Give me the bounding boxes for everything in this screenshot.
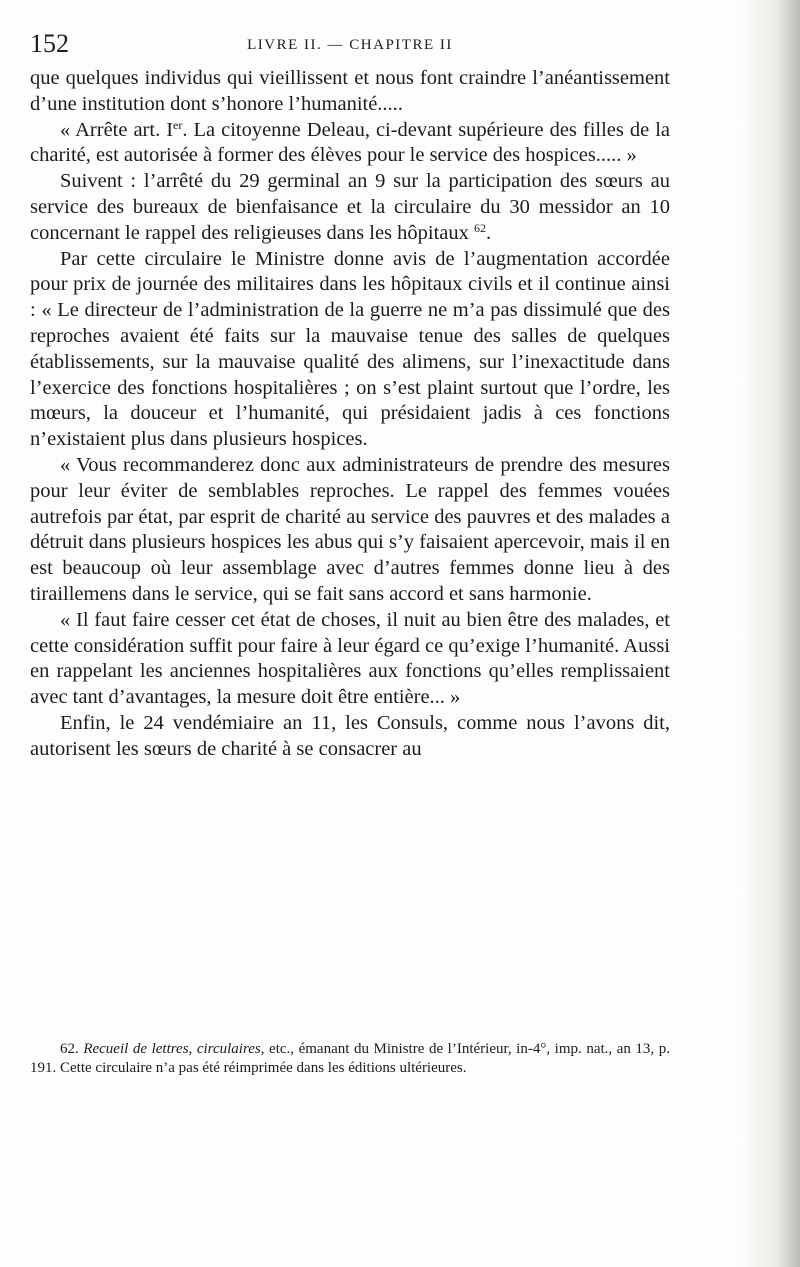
paragraph	[30, 118, 670, 170]
page-number: 152	[30, 29, 69, 58]
footnote-reference: 62	[474, 220, 487, 235]
paragraph-text: Par cette circulaire le Ministre donne avis de l’augmentation accordée pour prix de journée des militaires dans les hôpitaux civils et il continue ainsi : « Le directeur de l’administration de la guerre ne m’a pas dissimulé que des reproches avaient été faits sur la mauvaise tenue des salles de quelques établissements, sur la mauvaise qualité des alimens, sur l’inexactitude dans l’exercice des fonctions hospitalières ; on s’est plaint surtout que l’ordre, les mœurs, la douceur et l’humanité, qui présidaient jadis à ces fonctions n’existaient plus dans plusieurs hospices.	[30, 247, 670, 451]
footnote-62	[30, 1040, 670, 1078]
paragraph-text: Suivent : l’arrêté du 29 germinal an 9 sur la participation des sœurs au service des bureaux de bienfaisance et la circulaire du 30 messidor an 10 concernant le rappel des religieuses dans les hôpitaux	[30, 170, 670, 244]
paragraph	[30, 66, 670, 118]
paragraph-text: « Vous recommanderez donc aux administrateurs de prendre des mesures pour leur éviter de semblables reproches. Le rappel des femmes vouées autrefois par état, par esprit de charité au service des pauvres et des malades a détruit dans plusieurs hospices les abus qui s’y faisaient apercevoir, mais il en est beaucoup où leur assemblage avec d’autres femmes donne lieu à des tiraillemens dans le service, qui se fait sans accord et sans harmonie.	[30, 453, 670, 605]
footnote-title: Recueil de lettres, circulaires,	[83, 1041, 265, 1057]
running-title: LIVRE II. — CHAPITRE II	[247, 37, 453, 53]
footnote-number: 62.	[60, 1041, 84, 1057]
paragraph-text: Enfin, le 24 vendémiaire an 11, les Consuls, comme nous l’avons dit, autorisent les sœurs de charité à se consacrer au	[30, 711, 670, 760]
paragraph-text: que quelques individus qui vieillissent et nous font craindre l’anéantissement d’une institution dont s’honore l’humanité.....	[30, 67, 670, 115]
paragraph-text: « Arrête art. I	[60, 118, 174, 141]
paragraph-text: .	[486, 221, 492, 244]
running-head	[30, 26, 670, 62]
paragraph-text: . La citoyenne Deleau, ci-devant supérieure des filles de la charité, est autorisée à former des élèves pour le service des hospices..... »	[30, 118, 671, 167]
page-edge-shadow	[740, 0, 800, 1267]
superscript: er	[173, 117, 183, 132]
paragraph	[30, 608, 670, 711]
paragraph	[30, 453, 670, 608]
footnotes	[30, 1040, 670, 1078]
paragraph-text: « Il faut faire cesser cet état de choses, il nuit au bien être des malades, et cette considération suffit pour faire à leur égard ce qu’exige l’humanité. Aussi en rappelant les anciennes hospitalières aux fonctions qu’elles remplissaient avec tant d’avantages, la mesure doit être entière... »	[30, 608, 670, 709]
footnote-text: etc., émanant du Ministre de l’Intérieur, in-4°, imp. nat., an 13, p. 191. Cette circulaire n’a pas été réimprimée dans les éditions ultérieures.	[30, 1041, 670, 1076]
paragraph	[30, 169, 670, 246]
body-text	[30, 66, 670, 763]
paragraph	[30, 711, 670, 763]
paragraph	[30, 247, 670, 453]
